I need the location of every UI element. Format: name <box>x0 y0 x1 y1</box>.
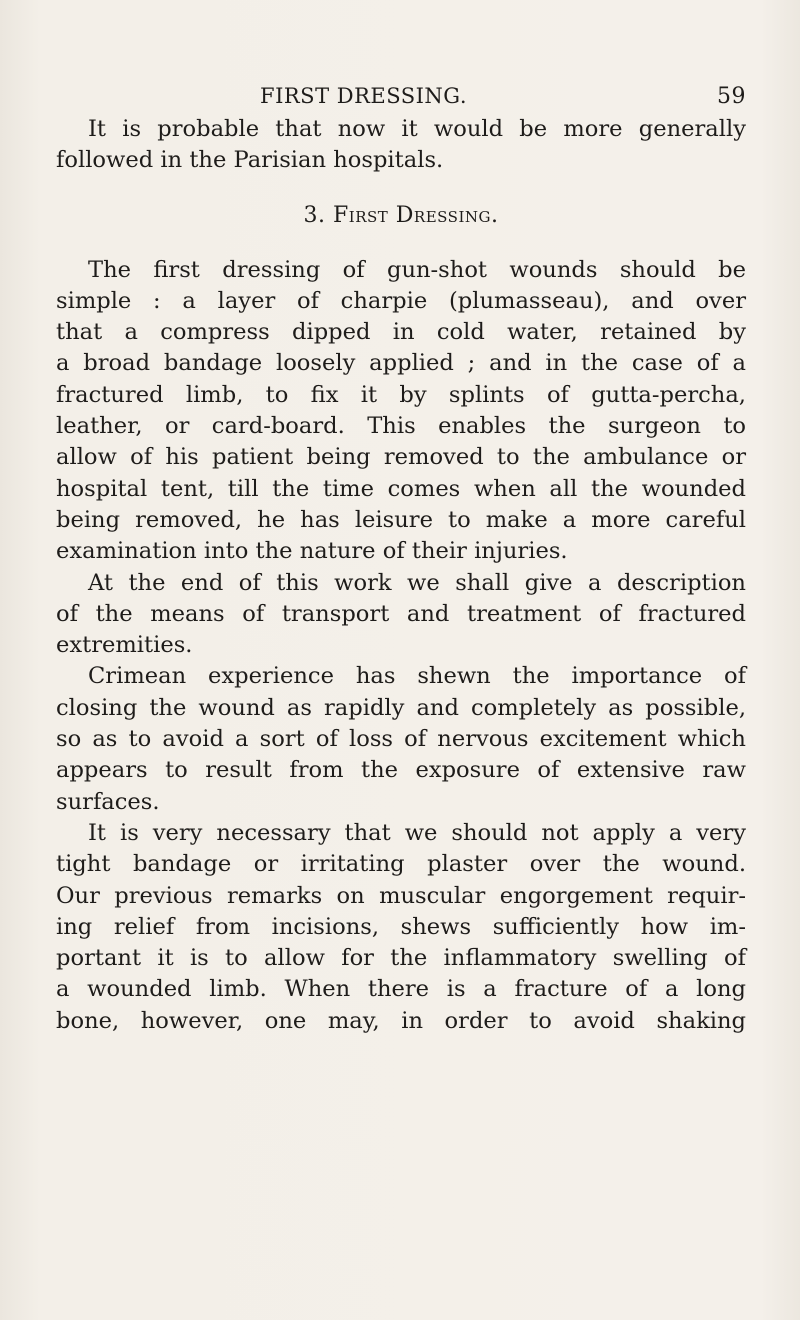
text-line: hospital tent, till the time comes when all the wounded <box>56 475 746 502</box>
text-line: bone, however, one may, in order to avoid shaking <box>56 1007 746 1034</box>
text-line: leather, or card-board. This enables the surgeon to <box>56 413 746 440</box>
text-line: being removed, he has leisure to make a more careful <box>56 506 746 533</box>
text-line: fractured limb, to fix it by splints of gutta-percha, <box>56 381 746 408</box>
text-line: Crimean experience has shewn the importance of <box>88 663 746 690</box>
text-line: so as to avoid a sort of loss of nervous excitement which <box>56 726 746 753</box>
text-line: At the end of this work we shall give a description <box>88 569 746 596</box>
text-line: portant it is to allow for the inflammatory swelling of <box>56 945 746 972</box>
running-title: FIRST DRESSING. <box>260 84 467 108</box>
text-line: that a compress dipped in cold water, retained by <box>56 319 746 346</box>
paragraph-5 <box>56 818 746 1037</box>
text-line: It is probable that now it would be more generally <box>88 116 746 142</box>
page-header <box>56 84 746 114</box>
text-line: The first dressing of gun-shot wounds should be <box>88 256 746 283</box>
text-line: simple : a layer of charpie (plumasseau), and over <box>56 287 746 314</box>
text-line: closing the wound as rapidly and completely as possible, <box>56 694 746 721</box>
paragraph-4 <box>56 661 746 817</box>
text-line: allow of his patient being removed to the ambulance or <box>56 444 746 471</box>
text-line: examination into the nature of their injuries. <box>56 538 568 565</box>
section-heading-text: 3. First Dressing. <box>303 202 499 228</box>
text-line: surfaces. <box>56 788 160 815</box>
text-line: a broad bandage loosely applied ; and in the case of a <box>56 350 746 377</box>
text-line: of the means of transport and treatment of fractured <box>56 600 746 627</box>
text-line: ing relief from incisions, shews sufficiently how im- <box>56 913 746 940</box>
text-line: tight bandage or irritating plaster over the wound. <box>56 851 746 878</box>
paragraph-3 <box>56 568 746 662</box>
text-line: appears to result from the exposure of extensive raw <box>56 757 746 784</box>
text-line: extremities. <box>56 632 193 659</box>
text-line: Our previous remarks on muscular engorgement requir- <box>56 882 746 909</box>
section-heading <box>56 177 746 255</box>
text-line: followed in the Parisian hospitals. <box>56 147 444 174</box>
body-text <box>56 114 746 1037</box>
page-number: 59 <box>717 84 746 109</box>
text-line: a wounded limb. When there is a fracture of a long <box>56 976 746 1003</box>
paragraph-2 <box>56 255 746 568</box>
paragraph-1 <box>56 114 746 177</box>
text-line: It is very necessary that we should not apply a very <box>88 819 746 846</box>
